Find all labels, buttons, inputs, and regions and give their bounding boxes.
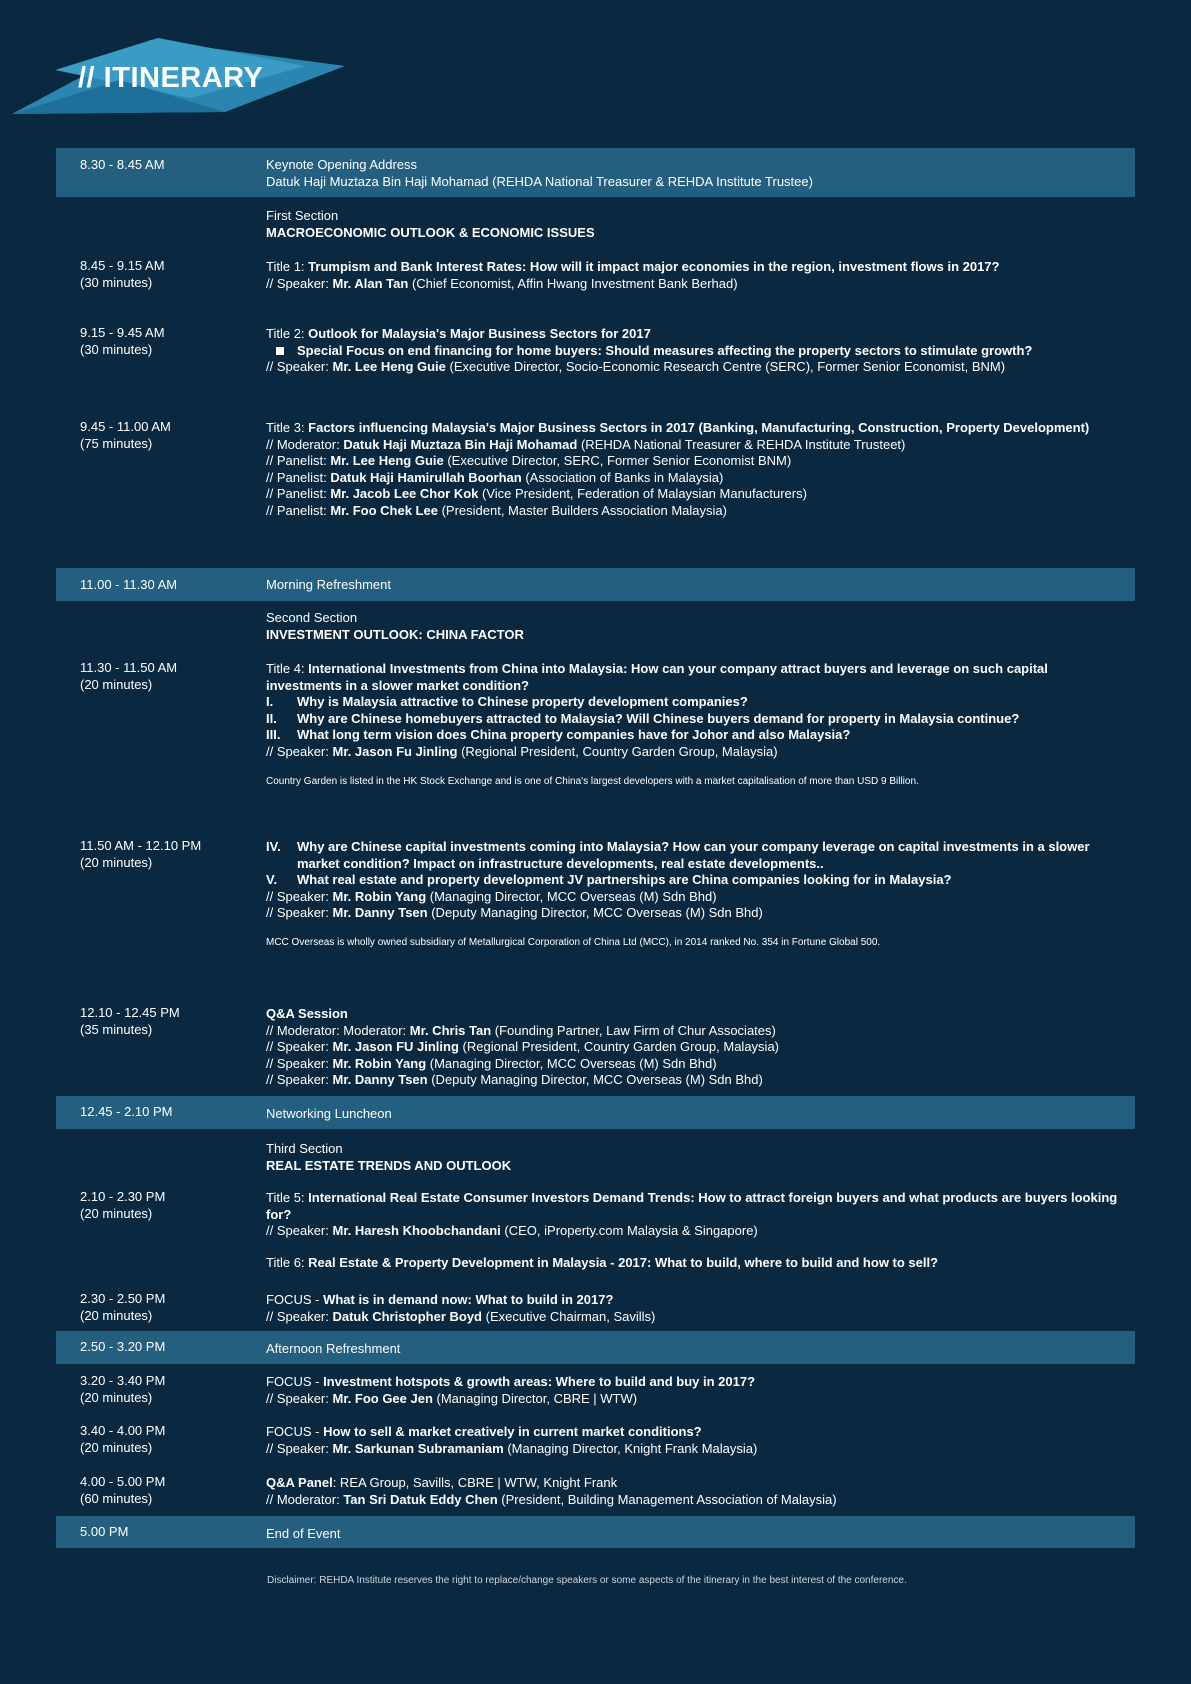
person-line: // Speaker: Mr. Robin Yang (Managing Director, MCC Overseas (M) Sdn Bhd) (266, 1055, 717, 1071)
session-title: International Real Estate Consumer Investors Demand Trends: How to attract foreign buyers and what products are buyers looking for? (266, 1190, 1118, 1222)
time: 8.30 - 8.45 AM (80, 157, 165, 172)
speaker-name: Mr. Lee Heng Guie (332, 359, 446, 375)
section-third (56, 1139, 1135, 1179)
person-line: // Speaker: Mr. Danny Tsen (Deputy Managing Director, MCC Overseas (M) Sdn Bhd) (266, 905, 763, 921)
speaker-name: Datuk Christopher Boyd (332, 1308, 482, 1324)
session-focus-sell: 3.40 - 4.00 PM (20 minutes) FOCUS - How to sell & market creatively in current market conditions? // Speaker: Mr. Sarkunan Subramaniam (Managing Director, Knight Frank Malaysia) (80, 1423, 758, 1456)
session-title: What is in demand now: What to build in 2017? (323, 1292, 614, 1307)
section-label: First Section (266, 208, 339, 223)
section-title: MACROECONOMIC OUTLOOK & ECONOMIC ISSUES (266, 224, 595, 240)
speaker-name: Mr. Foo Gee Jen (332, 1390, 433, 1406)
speaker-name: Mr. Alan Tan (332, 275, 409, 291)
numbered-item: IV. Why are Chinese capital investments coming into Malaysia? How can your company leverage on capital investments in a slower market condition? Impact on infrastructure developments, real estate developments.. (266, 839, 1090, 871)
session-focus-hotspots: 3.20 - 3.40 PM (20 minutes) FOCUS - Investment hotspots & growth areas: Where to build and buy in 2017? // Speaker: Mr. Foo Gee Jen (Managing Director, CBRE | WTW) (80, 1373, 756, 1406)
session-chinese-capital: 11.50 AM - 12.10 PM (20 minutes) IV. Why are Chinese capital investments coming into Malaysia? How can your company leverage on capital investments in a slower market condition? Impact on infrastructure developments, real estate developments.. V. What real estate and property development JV partnerships are China companies looking for in Malaysia? // Speaker: Mr. Robin Yang (Managing Director, MCC Overseas (M) Sdn Bhd) // Speaker: Mr. Danny Tsen (Deputy Managing Director, MCC Overseas (M) Sdn Bhd) MCC Overseas is wholly owned subsidiary of Metallurgical Corporation of China Ltd (MCC), in 2014 ranked No. 354 in Fortune Global 500. (56, 836, 1135, 991)
page-title: // ITINERARY (78, 62, 264, 94)
itinerary-header (0, 0, 400, 130)
session-title: Trumpism and Bank Interest Rates: How will it impact major economies in the region, investment flows in 2017? (308, 259, 1000, 274)
band-keynote (56, 148, 1135, 197)
session-qa: 12.10 - 12.45 PM (35 minutes) Q&A Session // Moderator: Moderator: Mr. Chris Tan (Founding Partner, Law Firm of Chur Associates) // Speaker: Mr. Jason FU Jinling (Regional President, Country Garden Group, Malaysia) // Speaker: Mr. Robin Yang (Managing Director, MCC Overseas (M) Sdn Bhd) // Speaker: Mr. Danny Tsen (Deputy Managing Director, MCC Overseas (M) Sdn Bhd) (56, 1003, 1135, 1093)
session-title: Outlook for Malaysia's Major Business Sectors for 2017 (308, 326, 651, 341)
person-line: // Panelist: Mr. Lee Heng Guie (Executive Director, SERC, Former Senior Economist BNM) (266, 453, 792, 469)
section-title: INVESTMENT OUTLOOK: CHINA FACTOR (266, 626, 524, 642)
numbered-item: II. Why are Chinese homebuyers attracted to Malaysia? Will Chinese buyers demand for property in Malaysia continue? (266, 710, 1020, 726)
speaker-name: Tan Sri Datuk Eddy Chen (343, 1491, 498, 1507)
session-title: Q&A Session (266, 1006, 348, 1021)
person-line: // Panelist: Mr. Foo Chek Lee (President, Master Builders Association Malaysia) (266, 502, 727, 518)
person-line: // Moderator: Datuk Haji Muztaza Bin Haji Mohamad (REHDA National Treasurer & REHDA Institute Trusteet) (266, 436, 906, 452)
section-first (56, 206, 1135, 246)
numbered-item: I. Why is Malaysia attractive to Chinese property development companies? (266, 694, 748, 710)
speaker-name: Datuk Haji Muztaza Bin Haji Mohamad (266, 173, 489, 189)
session-title-4: 11.30 - 11.50 AM (20 minutes) Title 4: International Investments from China into Malaysia: How can your company attract buyers and leverage on such capital investments in a slower market condition? I. Why is Malaysia attractive to Chinese property development companies? II. Why are Chinese homebuyers attracted to Malaysia? Will Chinese buyers demand for property in Malaysia continue? III. What long term vision does China property companies have for Johor and also Malaysia? // Speaker: Mr. Jason Fu Jinling (Regional President, Country Garden Group, Malaysia) Country Garden is listed in the HK Stock Exchange and is one of China's largest developers with a market capitalisation of more than USD 9 Billion. (56, 658, 1135, 823)
person-line: // Panelist: Datuk Haji Hamirullah Boorhan (Association of Banks in Malaysia) (266, 469, 724, 485)
person-line: // Speaker: Mr. Robin Yang (Managing Director, MCC Overseas (M) Sdn Bhd) (266, 888, 717, 904)
bullet-item: Special Focus on end financing for home buyers: Should measures affecting the property sectors to stimulate growth? (266, 343, 1118, 360)
speaker-name: Mr. Haresh Khoobchandani (332, 1223, 501, 1239)
footnote: Country Garden is listed in the HK Stock Exchange and is one of China's largest developers with a market capitalisation of more than USD 9 Billion. (266, 775, 919, 787)
session-title: International Investments from China into Malaysia: How can your company attract buyers and leverage on such capital investments in a slower market condition? (266, 661, 1048, 693)
square-bullet-icon (276, 347, 284, 355)
band-afternoon-refreshment: 2.50 - 3.20 PM Afternoon Refreshment (56, 1331, 1135, 1364)
speaker-name: Mr. Jason Fu Jinling (332, 743, 458, 759)
numbered-item: V. What real estate and property development JV partnerships are China companies looking for in Malaysia? (266, 872, 952, 888)
numbered-item: III. What long term vision does China property companies have for Johor and also Malaysia? (266, 727, 851, 743)
session-title: Real Estate & Property Development in Malaysia - 2017: What to build, where to build and how to sell? (308, 1254, 939, 1270)
session-title: Investment hotspots & growth areas: Where to build and buy in 2017? (323, 1374, 756, 1389)
section-label: Third Section (266, 1141, 343, 1156)
band-morning-refreshment: 11.00 - 11.30 AM Morning Refreshment (56, 568, 1135, 601)
section-title: REAL ESTATE TRENDS AND OUTLOOK (266, 1157, 512, 1173)
session-title: Q&A Panel (266, 1475, 333, 1490)
session-title-5-6: 2.10 - 2.30 PM (20 minutes) Title 5: International Real Estate Consumer Investors Demand Trends: How to attract foreign buyers and what products are buyers looking for? // Speaker: Mr. Haresh Khoobchandani (CEO, iProperty.com Malaysia & Singapore) Title 6: Real Estate & Property Development in Malaysia - 2017: What to build, where to build and how to sell? (80, 1189, 1118, 1270)
session-title: How to sell & market creatively in current market conditions? (323, 1424, 702, 1439)
section-second (56, 608, 1135, 648)
person-line: // Speaker: Mr. Jason FU Jinling (Regional President, Country Garden Group, Malaysia) (266, 1039, 779, 1055)
session-title-3: 9.45 - 11.00 AM (75 minutes) Title 3: Factors influencing Malaysia's Major Business Sectors in 2017 (Banking, Manufacturing, Construction, Property Development) // Moderator: Datuk Haji Muztaza Bin Haji Mohamad (REHDA National Treasurer & REHDA Institute Trusteet) // Panelist: Mr. Lee Heng Guie (Executive Director, SERC, Former Senior Economist BNM) // Panelist: Datuk Haji Hamirullah Boorhan (Association of Banks in Malaysia) // Panelist: Mr. Jacob Lee Chor Kok (Vice President, Federation of Malaysian Manufacturers) // Panelist: Mr. Foo Chek Lee (President, Master Builders Association Malaysia) (56, 417, 1135, 547)
session-title-1: 8.45 - 9.15 AM (30 minutes) Title 1: Trumpism and Bank Interest Rates: How will it impact major economies in the region, investment flows in 2017? // Speaker: Mr. Alan Tan (Chief Economist, Affin Hwang Investment Bank Berhad) (80, 258, 1000, 291)
person-line: // Panelist: Mr. Jacob Lee Chor Kok (Vice President, Federation of Malaysian Manufacturers) (266, 486, 807, 502)
person-line: // Speaker: Mr. Danny Tsen (Deputy Managing Director, MCC Overseas (M) Sdn Bhd) (266, 1072, 763, 1088)
footnote: MCC Overseas is wholly owned subsidiary of Metallurgical Corporation of China Ltd (MCC), in 2014 ranked No. 354 in Fortune Global 500. (266, 936, 881, 948)
band-networking-luncheon: 12.45 - 2.10 PM Networking Luncheon (56, 1096, 1135, 1129)
person-line: // Moderator: Moderator: Mr. Chris Tan (Founding Partner, Law Firm of Chur Associates) (266, 1022, 776, 1038)
session-focus-demand: 2.30 - 2.50 PM (20 minutes) FOCUS - What is in demand now: What to build in 2017? // Speaker: Datuk Christopher Boyd (Executive Chairman, Savills) (80, 1291, 656, 1324)
keynote-content: Keynote Opening Address Datuk Haji Muztaza Bin Haji Mohamad (REHDA National Treasurer & REHDA Institute Trustee) (266, 157, 813, 189)
band-end-of-event: 5.00 PM End of Event (56, 1516, 1135, 1548)
session-title: Factors influencing Malaysia's Major Business Sectors in 2017 (Banking, Manufacturing, Construction, Property Development) (308, 420, 1090, 435)
disclaimer: Disclaimer: REHDA Institute reserves the right to replace/change speakers or some aspects of the itinerary in the best interest of the conference. (267, 1575, 907, 1586)
section-label: Second Section (266, 610, 358, 625)
session-qa-panel: 4.00 - 5.00 PM (60 minutes) Q&A Panel: REA Group, Savills, CBRE | WTW, Knight Frank // Moderator: Tan Sri Datuk Eddy Chen (President, Building Management Association of Malaysia) (80, 1474, 837, 1507)
speaker-name: Mr. Sarkunan Subramaniam (332, 1440, 504, 1456)
session-title-2: 9.15 - 9.45 AM (30 minutes) Title 2: Outlook for Malaysia's Major Business Sectors for 2017 Special Focus on end financing for home buyers: Should measures affecting the property sectors to stimulate growth? // Speaker: Mr. Lee Heng Guie (Executive Director, Socio-Economic Research Centre (SERC), Former Senior Economist, BNM) (56, 323, 1135, 413)
